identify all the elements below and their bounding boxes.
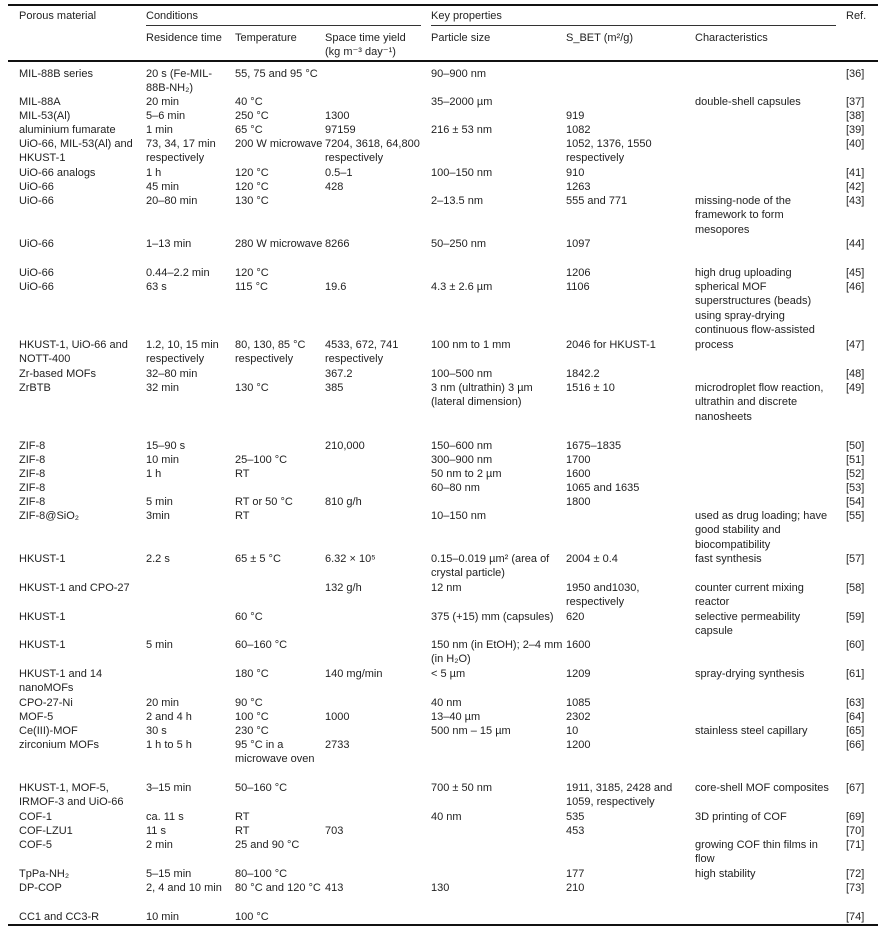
- bottom-rule: [8, 924, 878, 926]
- cell-material: HKUST-1, MOF-5, IRMOF-3 and UiO-66: [19, 782, 124, 809]
- cell-residence: 1–13 min: [146, 238, 192, 250]
- cell-ref: [36]: [846, 68, 865, 80]
- cell-residence: 11 s: [146, 825, 166, 837]
- cell-characteristics: selective permeability capsule: [695, 611, 801, 638]
- cell-temperature: 65 ± 5 °C: [235, 553, 281, 565]
- cell-material: UiO-66: [19, 195, 54, 207]
- cell-particle: 90–900 nm: [431, 68, 487, 80]
- cell-temperature: 115 °C: [235, 281, 268, 293]
- cell-material: CPO-27-Ni: [19, 697, 73, 709]
- header-porous-material: Porous material: [19, 10, 97, 22]
- cell-sty: 4533, 672, 741 respectively: [325, 339, 399, 366]
- cell-particle: 375 (+15) mm (capsules): [431, 611, 554, 623]
- cell-particle: 40 nm: [431, 697, 462, 709]
- cell-material: HKUST-1, UiO-66 and NOTT-400: [19, 339, 128, 366]
- cell-temperature: 130 °C: [235, 195, 269, 207]
- cell-material: ZIF-8: [19, 468, 46, 480]
- cell-sty: 1000: [325, 711, 350, 723]
- cell-temperature: 100 °C: [235, 911, 269, 923]
- cell-ref: [45]: [846, 267, 865, 279]
- cell-sty: 2733: [325, 739, 350, 751]
- cell-material: ZIF-8: [19, 440, 46, 452]
- cell-sbet: 1209: [566, 668, 591, 680]
- cell-sbet: 10: [566, 725, 579, 737]
- cell-particle: 60–80 nm: [431, 482, 480, 494]
- header-residence-time: Residence time: [146, 32, 222, 44]
- cell-temperature: 120 °C: [235, 267, 269, 279]
- cell-material: UiO-66: [19, 267, 54, 279]
- cell-residence: 2 and 4 h: [146, 711, 192, 723]
- cell-ref: [42]: [846, 181, 865, 193]
- cell-ref: [41]: [846, 167, 865, 179]
- header-conditions: Conditions: [146, 10, 198, 22]
- cell-sbet: 1082: [566, 124, 591, 136]
- cell-residence: 1 min: [146, 124, 173, 136]
- cell-residence: 20 s (Fe-MIL-88B-NH₂): [146, 68, 213, 95]
- cell-sbet: 1200: [566, 739, 591, 751]
- cell-temperature: 50–160 °C: [235, 782, 288, 794]
- cell-characteristics: high drug uploading: [695, 267, 792, 279]
- cell-material: ZrBTB: [19, 382, 51, 394]
- cell-material: HKUST-1 and 14 nanoMOFs: [19, 668, 103, 695]
- cell-material: MIL-88B series: [19, 68, 93, 80]
- cell-sbet: 2004 ± 0.4: [566, 553, 618, 565]
- cell-residence: 3–15 min: [146, 782, 192, 794]
- cell-ref: [48]: [846, 368, 865, 380]
- cell-ref: [64]: [846, 711, 865, 723]
- cell-particle: 500 nm – 15 µm: [431, 725, 511, 737]
- cell-ref: [53]: [846, 482, 865, 494]
- cell-material: TpPa-NH₂: [19, 868, 70, 880]
- cell-ref: [63]: [846, 697, 865, 709]
- cell-residence: 20 min: [146, 96, 180, 108]
- cell-residence: 5–15 min: [146, 868, 192, 880]
- cell-sbet: 453: [566, 825, 585, 837]
- cell-residence: 1 h: [146, 167, 162, 179]
- cell-characteristics: spray-drying synthesis: [695, 668, 805, 680]
- cell-sbet: 1097: [566, 238, 591, 250]
- cell-particle: 12 nm: [431, 582, 462, 594]
- cell-particle: 0.15–0.019 µm² (area of crystal particle): [431, 553, 550, 580]
- cell-particle: 10–150 nm: [431, 510, 487, 522]
- cell-material: DP-COP: [19, 882, 62, 894]
- cell-material: ZIF-8: [19, 496, 46, 508]
- cell-temperature: 130 °C: [235, 382, 269, 394]
- cell-temperature: 120 °C: [235, 181, 269, 193]
- cell-sbet: 1800: [566, 496, 591, 508]
- cell-temperature: 80 °C and 120 °C: [235, 882, 321, 894]
- cell-ref: [74]: [846, 911, 865, 923]
- cell-temperature: 25–100 °C: [235, 454, 288, 466]
- cell-temperature: RT: [235, 825, 250, 837]
- cell-characteristics: core-shell MOF composites: [695, 782, 829, 794]
- cell-ref: [37]: [846, 96, 865, 108]
- cell-sty: 8266: [325, 238, 350, 250]
- cell-ref: [58]: [846, 582, 865, 594]
- cell-characteristics: spherical MOF superstructures (beads) using spray-drying continuous flow-assisted process: [695, 281, 815, 351]
- cell-particle: 35–2000 µm: [431, 96, 493, 108]
- cell-temperature: 230 °C: [235, 725, 269, 737]
- cell-sty: 6.32 × 10⁵: [325, 553, 376, 565]
- cell-material: UiO-66: [19, 281, 54, 293]
- cell-sbet: 1516 ± 10: [566, 382, 615, 394]
- cell-particle: 130: [431, 882, 450, 894]
- cell-ref: [70]: [846, 825, 865, 837]
- cell-ref: [51]: [846, 454, 865, 466]
- cell-sbet: 1052, 1376, 1550 respectively: [566, 138, 652, 165]
- cell-material: COF-1: [19, 811, 52, 823]
- cell-particle: 2–13.5 nm: [431, 195, 483, 207]
- cell-sty: 385: [325, 382, 344, 394]
- cell-sbet: 1950 and1030, respectively: [566, 582, 640, 609]
- cell-temperature: 200 W microwave: [235, 138, 323, 150]
- cell-material: aluminium fumarate: [19, 124, 116, 136]
- cell-particle: 50 nm to 2 µm: [431, 468, 502, 480]
- cell-ref: [38]: [846, 110, 865, 122]
- cell-ref: [49]: [846, 382, 865, 394]
- cell-residence: ca. 11 s: [146, 811, 184, 823]
- cell-residence: 5–6 min: [146, 110, 186, 122]
- key-properties-subrule: [431, 25, 836, 26]
- cell-characteristics: missing-node of the framework to form mesopores: [695, 195, 791, 236]
- cell-material: Ce(III)-MOF: [19, 725, 78, 737]
- cell-material: HKUST-1: [19, 611, 66, 623]
- cell-sbet: 919: [566, 110, 585, 122]
- cell-temperature: 80, 130, 85 °C respectively: [235, 339, 306, 366]
- cell-temperature: 25 and 90 °C: [235, 839, 300, 851]
- cell-sbet: 2046 for HKUST-1: [566, 339, 656, 351]
- cell-material: HKUST-1: [19, 553, 66, 565]
- cell-sbet: 2302: [566, 711, 591, 723]
- cell-material: UiO-66: [19, 238, 54, 250]
- cell-material: COF-LZU1: [19, 825, 73, 837]
- cell-ref: [43]: [846, 195, 865, 207]
- cell-material: ZIF-8: [19, 454, 46, 466]
- cell-material: HKUST-1 and CPO-27: [19, 582, 130, 594]
- cell-particle: 216 ± 53 nm: [431, 124, 493, 136]
- cell-temperature: 60 °C: [235, 611, 263, 623]
- cell-characteristics: stainless steel capillary: [695, 725, 808, 737]
- cell-sbet: 177: [566, 868, 585, 880]
- cell-particle: 100 nm to 1 mm: [431, 339, 511, 351]
- cell-sty: 367.2: [325, 368, 353, 380]
- cell-residence: 10 min: [146, 454, 180, 466]
- cell-temperature: RT or 50 °C: [235, 496, 293, 508]
- cell-ref: [72]: [846, 868, 865, 880]
- cell-sbet: 1065 and 1635: [566, 482, 640, 494]
- cell-material: ZIF-8@SiO₂: [19, 510, 80, 522]
- cell-residence: 1.2, 10, 15 min respectively: [146, 339, 219, 366]
- cell-residence: 1 h: [146, 468, 162, 480]
- cell-sbet: 1106: [566, 281, 590, 293]
- cell-sty: 810 g/h: [325, 496, 362, 508]
- cell-material: zirconium MOFs: [19, 739, 100, 751]
- cell-residence: 32–80 min: [146, 368, 198, 380]
- cell-temperature: 90 °C: [235, 697, 263, 709]
- cell-material: ZIF-8: [19, 482, 46, 494]
- header-ref: Ref.: [846, 10, 867, 22]
- cell-residence: 5 min: [146, 639, 173, 651]
- top-rule: [8, 4, 878, 6]
- cell-ref: [46]: [846, 281, 865, 293]
- cell-particle: 150–600 nm: [431, 440, 493, 452]
- cell-particle: 3 nm (ultrathin) 3 µm (lateral dimension): [431, 382, 533, 409]
- cell-residence: 73, 34, 17 min respectively: [146, 138, 216, 165]
- header-characteristics: Characteristics: [695, 32, 768, 44]
- cell-residence: 2 min: [146, 839, 173, 851]
- cell-sbet: 1263: [566, 181, 591, 193]
- cell-ref: [61]: [846, 668, 865, 680]
- cell-sty: 210,000: [325, 440, 365, 452]
- cell-ref: [73]: [846, 882, 865, 894]
- cell-ref: [44]: [846, 238, 865, 250]
- cell-particle: 150 nm (in EtOH); 2–4 mm (in H₂O): [431, 639, 563, 666]
- cell-particle: 13–40 µm: [431, 711, 481, 723]
- header-space-time-yield: Space time yield (kg m⁻³ day⁻¹): [325, 32, 406, 58]
- cell-residence: 10 min: [146, 911, 180, 923]
- cell-particle: < 5 µm: [431, 668, 466, 680]
- cell-material: MIL-88A: [19, 96, 61, 108]
- cell-ref: [47]: [846, 339, 865, 351]
- cell-temperature: 280 W microwave: [235, 238, 323, 250]
- cell-temperature: 180 °C: [235, 668, 269, 680]
- cell-ref: [60]: [846, 639, 865, 651]
- cell-ref: [54]: [846, 496, 865, 508]
- header-key-properties: Key properties: [431, 10, 502, 22]
- cell-particle: 100–500 nm: [431, 368, 493, 380]
- cell-residence: 0.44–2.2 min: [146, 267, 210, 279]
- cell-sbet: 1911, 3185, 2428 and 1059, respectively: [566, 782, 673, 809]
- cell-ref: [39]: [846, 124, 865, 136]
- cell-particle: 700 ± 50 nm: [431, 782, 493, 794]
- cell-residence: 1 h to 5 h: [146, 739, 192, 751]
- cell-sty: 7204, 3618, 64,800 respectively: [325, 138, 420, 165]
- cell-ref: [69]: [846, 811, 865, 823]
- cell-sbet: 1085: [566, 697, 591, 709]
- cell-sbet: 620: [566, 611, 585, 623]
- cell-sbet: 555 and 771: [566, 195, 628, 207]
- cell-temperature: 40 °C: [235, 96, 263, 108]
- cell-sty: 703: [325, 825, 344, 837]
- cell-residence: 63 s: [146, 281, 167, 293]
- cell-ref: [40]: [846, 138, 865, 150]
- cell-sbet: 1206: [566, 267, 591, 279]
- cell-material: UiO-66 analogs: [19, 167, 96, 179]
- cell-sbet: 210: [566, 882, 585, 894]
- cell-temperature: RT: [235, 811, 250, 823]
- cell-sty: 1300: [325, 110, 350, 122]
- cell-residence: 30 s: [146, 725, 167, 737]
- cell-residence: 2, 4 and 10 min: [146, 882, 222, 894]
- cell-sbet: 1600: [566, 639, 591, 651]
- cell-residence: 20 min: [146, 697, 180, 709]
- cell-sty: 0.5–1: [325, 167, 353, 179]
- cell-particle: 300–900 nm: [431, 454, 493, 466]
- cell-temperature: 80–100 °C: [235, 868, 288, 880]
- cell-temperature: 65 °C: [235, 124, 263, 136]
- cell-ref: [50]: [846, 440, 865, 452]
- cell-residence: 20–80 min: [146, 195, 198, 207]
- cell-temperature: 60–160 °C: [235, 639, 288, 651]
- cell-sbet: 1700: [566, 454, 591, 466]
- cell-ref: [71]: [846, 839, 865, 851]
- cell-material: CC1 and CC3-R: [19, 911, 100, 923]
- cell-ref: [57]: [846, 553, 865, 565]
- cell-sty: 428: [325, 181, 344, 193]
- cell-characteristics: fast synthesis: [695, 553, 762, 565]
- cell-residence: 5 min: [146, 496, 173, 508]
- cell-particle: 100–150 nm: [431, 167, 493, 179]
- cell-characteristics: high stability: [695, 868, 756, 880]
- cell-characteristics: double-shell capsules: [695, 96, 801, 108]
- cell-sbet: 1675–1835: [566, 440, 622, 452]
- cell-ref: [59]: [846, 611, 865, 623]
- cell-characteristics: microdroplet flow reaction, ultrathin and discrete nanosheets: [695, 382, 824, 423]
- cell-residence: 3min: [146, 510, 170, 522]
- cell-temperature: 100 °C: [235, 711, 269, 723]
- cell-temperature: 120 °C: [235, 167, 269, 179]
- cell-characteristics: 3D printing of COF: [695, 811, 787, 823]
- cell-characteristics: counter current mixing reactor: [695, 582, 804, 609]
- header-temperature: Temperature: [235, 32, 297, 44]
- cell-particle: 4.3 ± 2.6 µm: [431, 281, 493, 293]
- conditions-subrule: [146, 25, 421, 26]
- cell-material: MIL-53(Al): [19, 110, 71, 122]
- header-rule: [8, 60, 878, 62]
- cell-sbet: 1842.2: [566, 368, 600, 380]
- cell-characteristics: growing COF thin films in flow: [695, 839, 818, 866]
- cell-material: COF-5: [19, 839, 52, 851]
- cell-particle: 50–250 nm: [431, 238, 487, 250]
- cell-material: Zr-based MOFs: [19, 368, 97, 380]
- cell-temperature: 55, 75 and 95 °C: [235, 68, 318, 80]
- cell-material: UiO-66, MIL-53(Al) and HKUST-1: [19, 138, 133, 165]
- cell-material: UiO-66: [19, 181, 54, 193]
- cell-sbet: 535: [566, 811, 585, 823]
- cell-ref: [55]: [846, 510, 865, 522]
- cell-residence: 45 min: [146, 181, 180, 193]
- cell-sty: 413: [325, 882, 344, 894]
- cell-temperature: RT: [235, 468, 250, 480]
- cell-residence: 15–90 s: [146, 440, 186, 452]
- cell-ref: [65]: [846, 725, 865, 737]
- cell-residence: 32 min: [146, 382, 180, 394]
- cell-material: HKUST-1: [19, 639, 66, 651]
- cell-material: MOF-5: [19, 711, 54, 723]
- cell-ref: [52]: [846, 468, 865, 480]
- cell-sty: 19.6: [325, 281, 347, 293]
- cell-temperature: 250 °C: [235, 110, 269, 122]
- cell-residence: 2.2 s: [146, 553, 170, 565]
- cell-temperature: 95 °C in a microwave oven: [235, 739, 315, 766]
- cell-sty: 132 g/h: [325, 582, 362, 594]
- cell-particle: 40 nm: [431, 811, 462, 823]
- cell-characteristics: used as drug loading; have good stability and biocompatibility: [695, 510, 828, 551]
- cell-sbet: 910: [566, 167, 585, 179]
- header-sbet: S_BET (m²/g): [566, 32, 634, 44]
- header-particle-size: Particle size: [431, 32, 491, 44]
- cell-sty: 140 mg/min: [325, 668, 383, 680]
- cell-ref: [66]: [846, 739, 865, 751]
- cell-sbet: 1600: [566, 468, 591, 480]
- cell-ref: [67]: [846, 782, 865, 794]
- cell-temperature: RT: [235, 510, 250, 522]
- cell-sty: 97159: [325, 124, 356, 136]
